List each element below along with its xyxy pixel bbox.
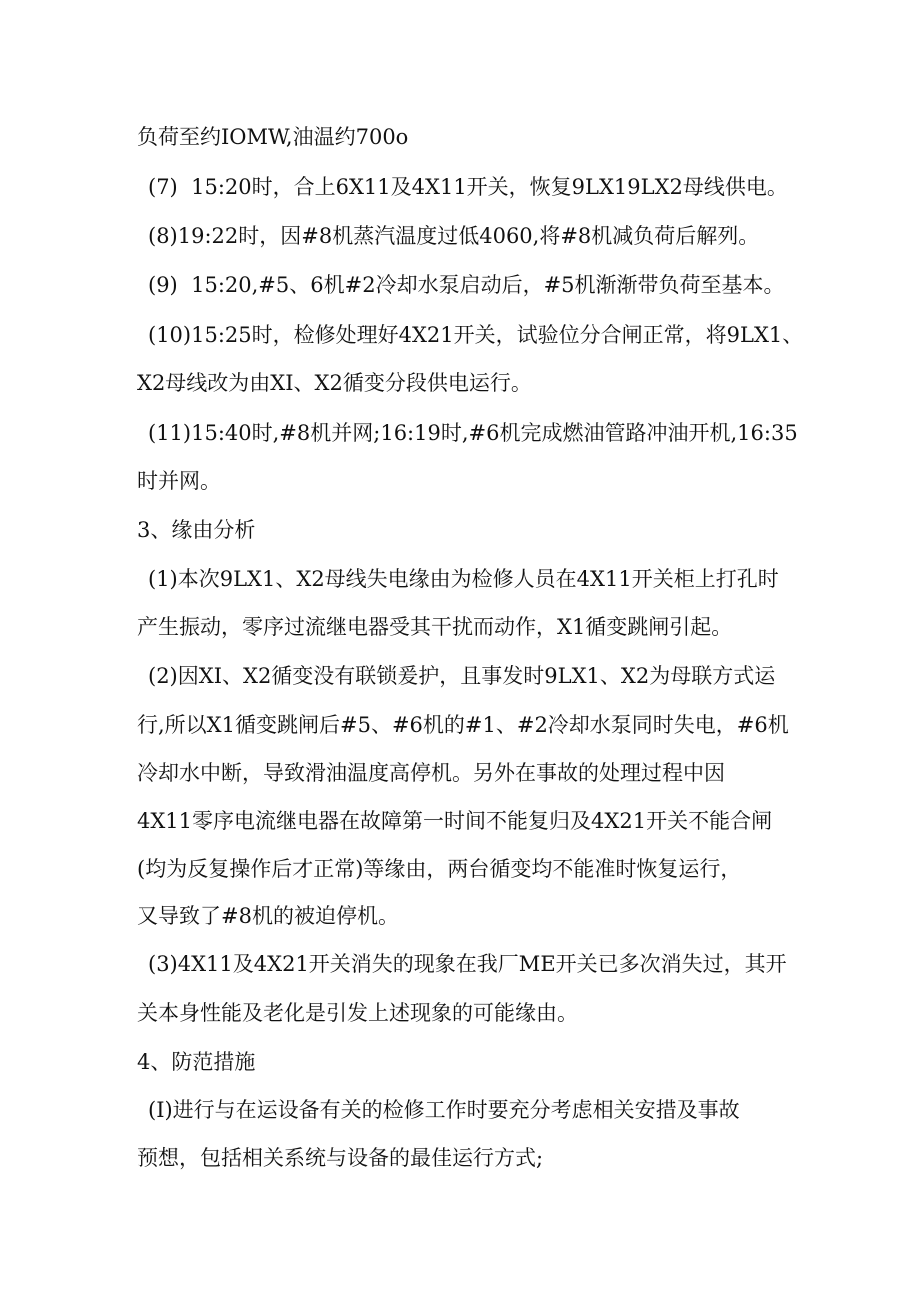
text-line-19: 关本身性能及老化是引发上述现象的可能缘由。 xyxy=(137,1001,578,1025)
text-line-3: (8)19:22时，因#8机蒸汽温度过低4060,将#8机减负荷后解列。 xyxy=(148,224,760,248)
text-line-5: (10)15:25时，检修处理好4X21开关，试验位分合闸正常，将9LX1、 xyxy=(148,323,804,347)
section-heading-4: 4、防范措施 xyxy=(137,1050,256,1074)
text-line-17: 又导致了#8机的被迫停机。 xyxy=(137,904,399,928)
text-line-18: (3)4X11及4X21开关消失的现象在我厂ME开关已多次消失过，其开 xyxy=(148,952,787,976)
text-line-10: (1)本次9LX1、X2母线失电缘由为检修人员在4X11开关柜上打孔时 xyxy=(148,567,779,591)
text-line-13: 行,所以X1循变跳闸后#5、#6机的#1、#2冷却水泵同时失电，#6机 xyxy=(137,713,789,737)
text-line-12: (2)因XI、X2循变没有联锁爰护，且事发时9LX1、X2为母联方式运 xyxy=(148,664,776,688)
text-line-7: (11)15:40时,#8机并网;16:19时,#6机完成燃油管路冲油开机,16:35 xyxy=(148,421,798,445)
text-line-6: X2母线改为由XI、X2循变分段供电运行。 xyxy=(137,371,532,395)
text-line-14: 冷却水中断，导致滑油温度高停机。另外在事故的处理过程中因 xyxy=(137,761,725,785)
text-line-15: 4X11零序电流继电器在故障第一时间不能复归及4X21开关不能合闸 xyxy=(137,809,773,833)
text-line-21: (I)进行与在运设备有关的检修工作时要充分考虑相关安措及事故 xyxy=(148,1098,740,1122)
text-line-1: 负荷至约IOMW,油温约700o xyxy=(137,125,409,149)
text-line-22: 预想，包括相关系统与设备的最佳运行方式; xyxy=(137,1146,544,1170)
text-line-4: (9) 15:20,#5、6机#2冷却水泵启动后，#5机渐渐带负荷至基本。 xyxy=(148,273,785,297)
section-heading-3: 3、缘由分析 xyxy=(137,518,256,542)
text-line-8: 时并网。 xyxy=(137,469,221,493)
text-line-16: (均为反复操作后才正常)等缘由，两台循变均不能准时恢复运行， xyxy=(137,857,742,881)
text-line-2: (7) 15:20时，合上6X11及4X11开关，恢复9LX19LX2母线供电。 xyxy=(148,175,788,199)
text-line-11: 产生振动，零序过流继电器受其干扰而动作，X1循变跳闸引起。 xyxy=(137,615,733,639)
